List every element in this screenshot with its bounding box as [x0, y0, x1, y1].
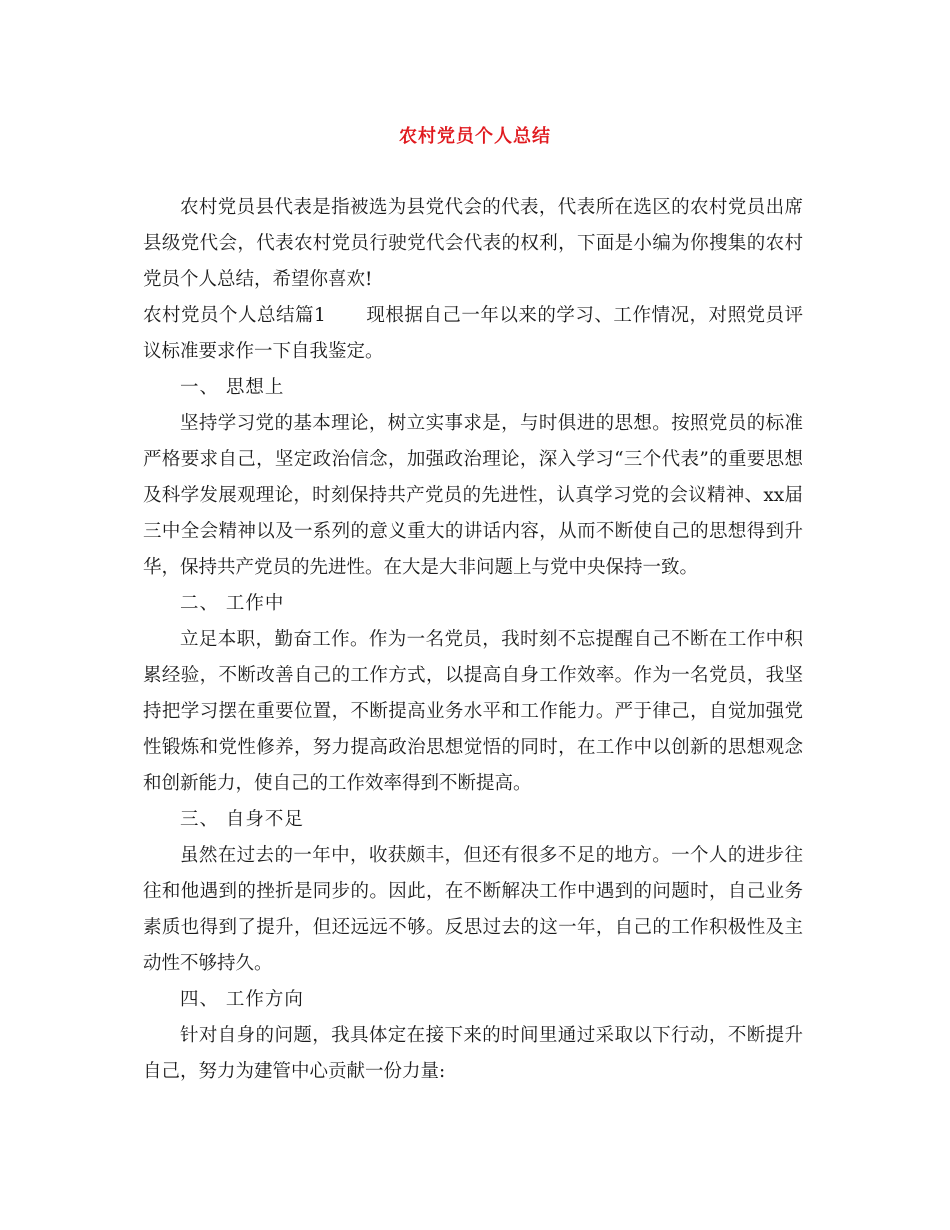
document-body — [143, 190, 803, 1090]
document-title: 农村党员个人总结 — [399, 126, 551, 147]
section-1-paragraph — [143, 298, 803, 370]
item-3-heading: 三、 自身不足 — [180, 809, 304, 830]
intro-paragraph: 农村党员县代表是指被选为县党代会的代表，代表所在选区的农村党员出席县级党代会，代表农村党员行驶党代会代表的权利，下面是小编为你搜集的农村党员个人总结，希望你喜欢! — [143, 197, 803, 290]
section-1-text: 现根据自己一年以来的学习、工作情况，对照党员评议标准要求作一下自我鉴定。 — [143, 305, 803, 362]
section-1-label: 农村党员个人总结篇1 — [143, 305, 326, 326]
item-1-heading: 一、 思想上 — [180, 377, 285, 398]
item-4-heading: 四、 工作方向 — [180, 989, 304, 1010]
item-2-paragraph: 立足本职，勤奋工作。作为一名党员，我时刻不忘提醒自己不断在工作中积累经验，不断改善自己的工作方式，以提高自身工作效率。作为一名党员，我坚持把学习摆在重要位置，不断提高业务水平和工作能力。严于律己，自觉加强党性锻炼和党性修养，努力提高政治思想觉悟的同时，在工作中以创新的思想观念和创新能力，使自己的工作效率得到不断提高。 — [143, 629, 803, 794]
item-2-heading: 二、 工作中 — [180, 593, 285, 614]
item-4-paragraph: 针对自身的问题，我具体定在接下来的时间里通过采取以下行动，不断提升自己，努力为建管中心贡献一份力量: — [143, 1025, 803, 1082]
item-1-paragraph: 坚持学习党的基本理论，树立实事求是，与时俱进的思想。按照党员的标准严格要求自己，坚定政治信念，加强政治理论，深入学习“三个代表”的重要思想及科学发展观理论，时刻保持共产党员的先进性，认真学习党的会议精神、xx届三中全会精神以及一系列的意义重大的讲话内容，从而不断使自己的思想得到升华，保持共产党员的先进性。在大是大非问题上与党中央保持一致。 — [143, 413, 803, 578]
item-3-paragraph: 虽然在过去的一年中，收获颇丰，但还有很多不足的地方。一个人的进步往往和他遇到的挫折是同步的。因此，在不断解决工作中遇到的问题时，自己业务素质也得到了提升，但还远远不够。反思过去的这一年，自己的工作积极性及主动性不够持久。 — [143, 845, 803, 974]
